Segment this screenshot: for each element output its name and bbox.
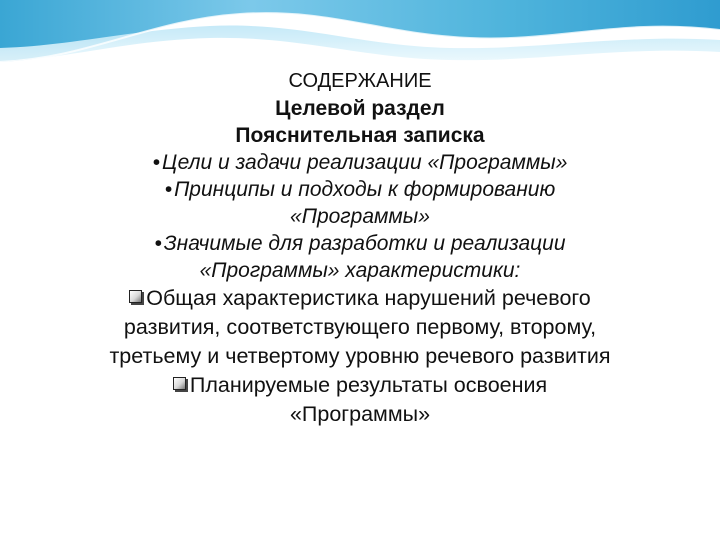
checklist-text-continued: «Программы»: [289, 402, 431, 426]
slide-title: СОДЕРЖАНИЕ: [288, 70, 432, 92]
bullet-list: [0, 149, 720, 284]
bullet-marker: •: [154, 232, 162, 255]
checklist-text: Планируемые результаты освоения: [189, 373, 548, 397]
checklist: [0, 284, 720, 429]
checkbox-icon: [129, 290, 142, 303]
slide-content: [0, 68, 720, 429]
checklist-text-continued: развития, соответствующего первому, второму,: [123, 315, 597, 339]
bullet-item: [0, 230, 720, 257]
bullet-text: Принципы и подходы к формированию: [174, 178, 556, 201]
bullet-marker: •: [152, 151, 160, 174]
checklist-text-continued: третьему и четвертому уровню речевого развития: [109, 344, 611, 368]
bullet-text-continued: «Программы» характеристики:: [199, 259, 521, 282]
subsection-heading: Пояснительная записка: [235, 124, 485, 147]
bullet-text-continued: «Программы»: [290, 205, 430, 228]
wave-back: [0, 0, 720, 62]
bullet-item: [0, 176, 720, 203]
bullet-marker: •: [164, 178, 173, 201]
checklist-text: Общая характеристика нарушений речевого: [146, 286, 591, 310]
checklist-item: [0, 284, 720, 313]
checkbox-icon: [173, 377, 186, 390]
checklist-item: [0, 371, 720, 400]
bullet-item: [0, 149, 720, 176]
bullet-text: Цели и задачи реализации «Программы»: [161, 151, 568, 174]
section-heading: Целевой раздел: [275, 97, 445, 120]
bullet-text: Значимые для разработки и реализации: [163, 232, 566, 255]
